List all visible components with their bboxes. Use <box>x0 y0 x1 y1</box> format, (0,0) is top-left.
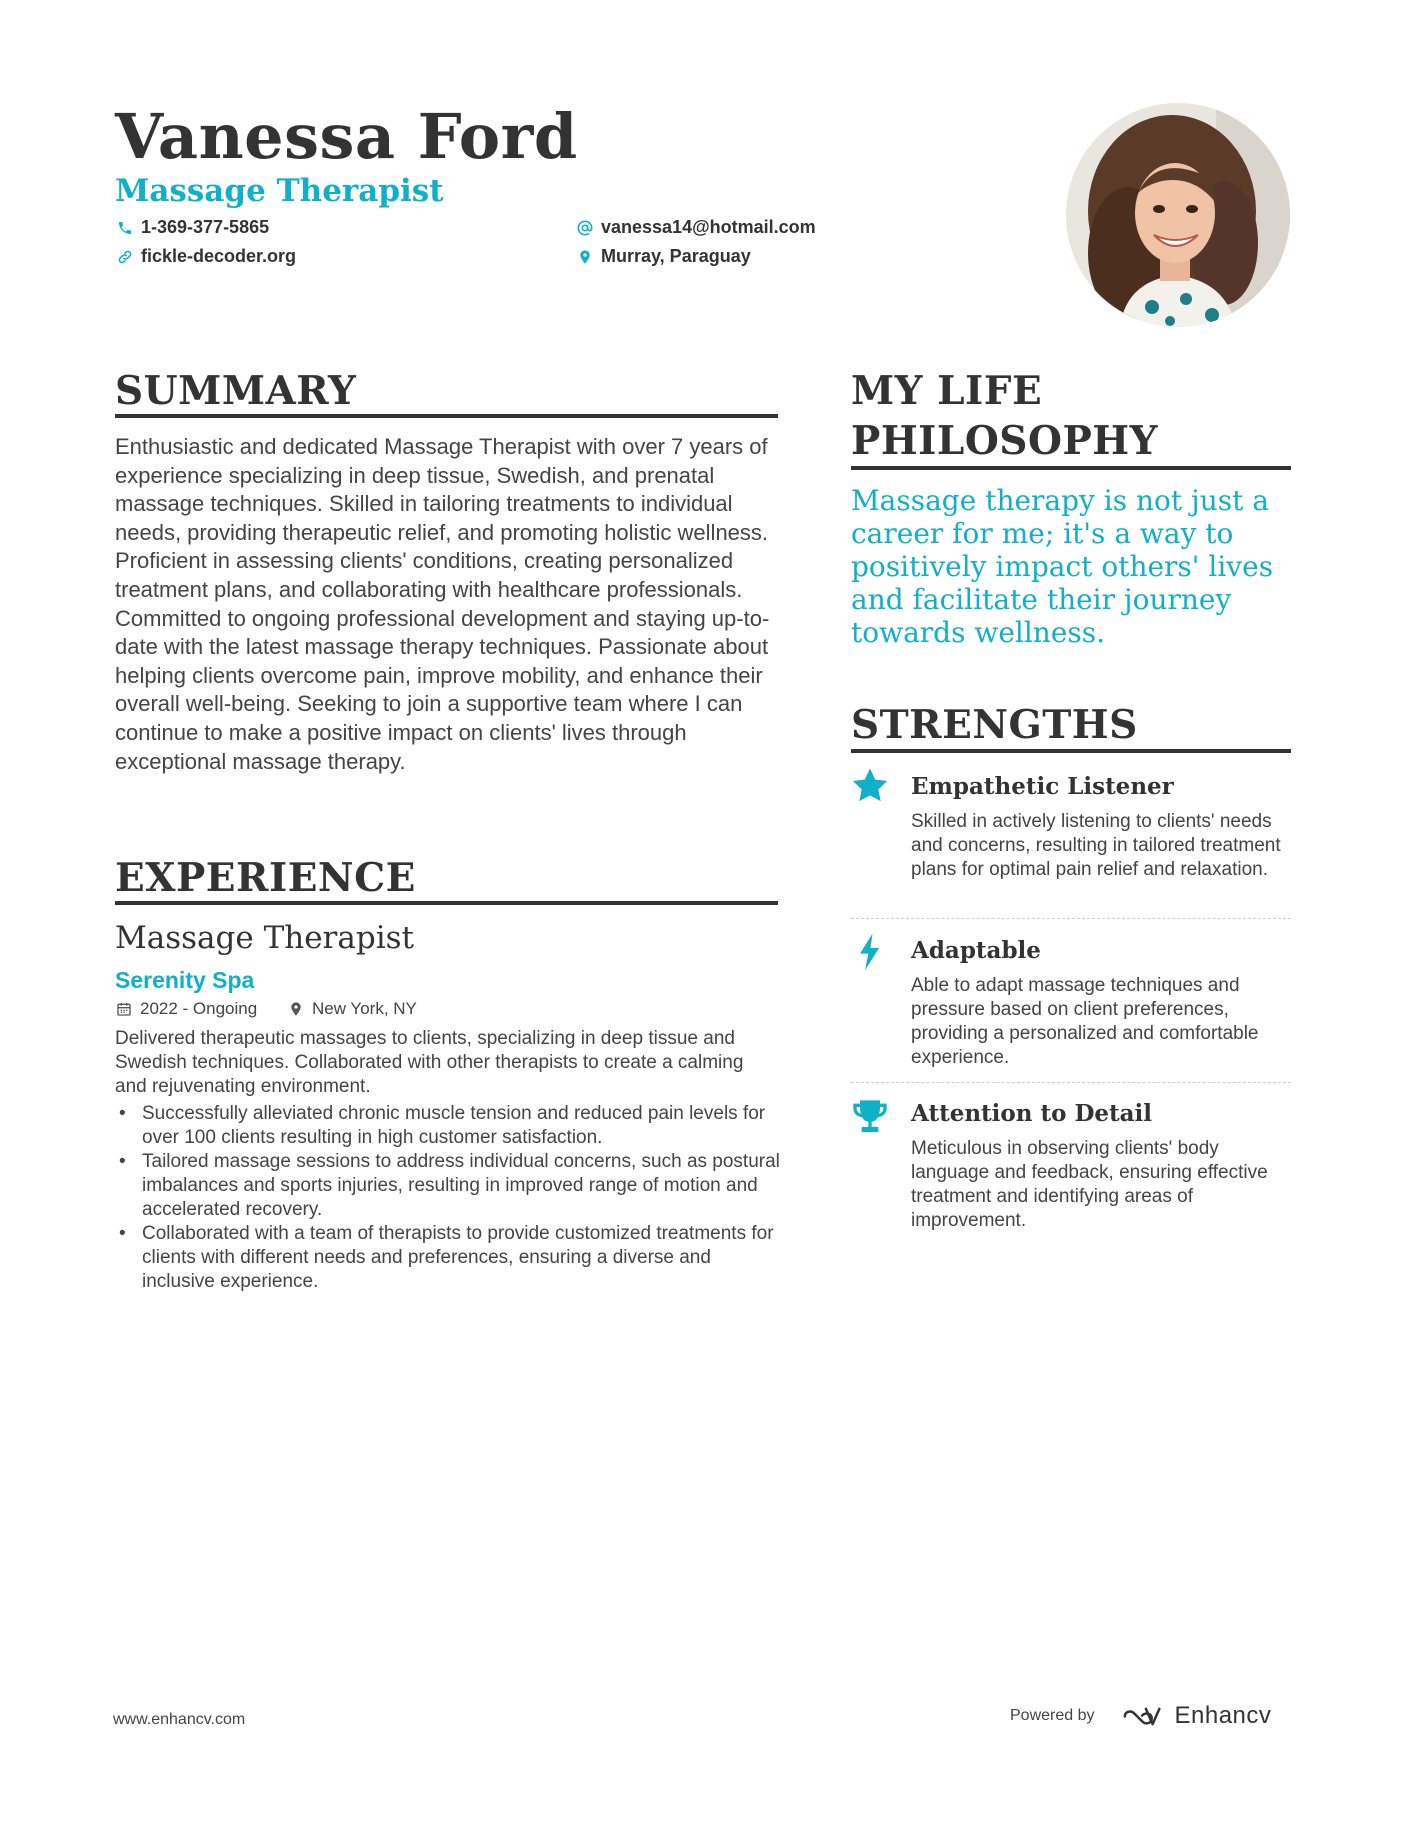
location-pin-icon <box>288 1001 304 1017</box>
job-dates <box>116 999 257 1019</box>
summary-text: Enthusiastic and dedicated Massage Therapist with over 7 years of experience specializing in deep tissue, Swedish, and prenatal massage techniques. Skilled in tailoring treatments to individual needs, providing therapeutic relief, and promoting holistic wellness. Proficient in assessing clients' conditions, creating personalized treatment plans, and collaborating with healthcare professionals. Committed to ongoing professional development and staying up-to-date with the latest massage therapy techniques. Passionate about helping clients overcome pain, improve mobility, and enhance their overall well-being. Seeking to join a supportive team where I can continue to make a positive impact on clients' lives through exceptional massage therapy. <box>115 434 770 774</box>
philosophy-heading-line1: MY LIFE <box>851 368 1043 414</box>
achievement-list <box>115 1102 780 1294</box>
strength-description: Able to adapt massage techniques and pressure based on client preferences, providing a personalized and comfortable experience. <box>911 975 1259 1068</box>
website-text: fickle-decoder.org <box>141 246 297 266</box>
website-contact[interactable] <box>117 246 296 267</box>
candidate-name: Vanessa Ford <box>115 100 578 173</box>
job-location-text: New York, NY <box>312 999 417 1018</box>
calendar-icon <box>116 1001 132 1017</box>
strength-title: Attention to Detail <box>911 1100 1153 1127</box>
company-name: Serenity Spa <box>115 967 255 993</box>
strength-title: Adaptable <box>911 937 1041 964</box>
strength-description: Skilled in actively listening to clients' needs and concerns, resulting in tailored treatment plans for optimal pain relief and relaxation. <box>911 811 1281 880</box>
summary-divider <box>115 414 778 418</box>
profile-photo <box>1066 103 1290 327</box>
strength-separator <box>851 918 1291 919</box>
list-item: • Collaborated with a team of therapists to provide customized treatments for clients with different needs and preferences, ensuring a diverse and inclusive experience. <box>115 1222 780 1294</box>
lightning-icon <box>850 932 890 972</box>
location-contact <box>577 246 751 267</box>
phone-icon <box>117 220 133 236</box>
job-description: Delivered therapeutic massages to clients, specializing in deep tissue and Swedish techniques. Collaborated with other therapists to create a calming and rejuvenating environment. <box>115 1028 744 1097</box>
footer-branding <box>1010 1702 1271 1730</box>
list-item: • Successfully alleviated chronic muscle tension and reduced pain levels for over 100 clients resulting in high customer satisfaction. <box>115 1102 780 1150</box>
at-icon <box>577 220 593 236</box>
philosophy-heading-line2: PHILOSOPHY <box>851 418 1158 464</box>
candidate-role: Massage Therapist <box>115 173 444 209</box>
job-title: Massage Therapist <box>115 920 414 956</box>
email-contact[interactable] <box>577 217 816 238</box>
strength-title: Empathetic Listener <box>911 773 1174 800</box>
enhancv-brand-text: Enhancv <box>1174 1702 1272 1729</box>
location-text: Murray, Paraguay <box>601 246 751 266</box>
job-location <box>288 999 417 1019</box>
phone-contact[interactable] <box>117 217 269 238</box>
email-text: vanessa14@hotmail.com <box>601 217 816 237</box>
philosophy-divider <box>851 466 1291 470</box>
strengths-heading: STRENGTHS <box>851 702 1138 748</box>
strengths-divider <box>851 749 1291 753</box>
enhancv-logo[interactable] <box>1121 1702 1272 1730</box>
philosophy-text: Massage therapy is not just a career for me; it's a way to positively impact others' lives and facilitate their journey towards wellness. <box>851 484 1274 649</box>
experience-divider <box>115 901 778 905</box>
link-icon <box>117 249 133 265</box>
star-icon <box>850 766 890 806</box>
job-dates-text: 2022 - Ongoing <box>140 999 258 1018</box>
strength-separator <box>851 1082 1291 1083</box>
strength-description: Meticulous in observing clients' body language and feedback, ensuring effective treatment and identifying areas of improvement. <box>911 1138 1268 1231</box>
list-item: • Tailored massage sessions to address individual concerns, such as postural imbalances and sports injuries, resulting in improved range of motion and accelerated recovery. <box>115 1150 780 1222</box>
trophy-icon <box>850 1097 890 1137</box>
footer-website[interactable]: www.enhancv.com <box>113 1711 246 1728</box>
summary-heading: SUMMARY <box>115 368 357 414</box>
experience-heading: EXPERIENCE <box>115 855 416 901</box>
powered-by-label: Powered by <box>1010 1707 1095 1724</box>
location-pin-icon <box>577 249 593 265</box>
phone-text: 1-369-377-5865 <box>141 217 270 237</box>
enhancv-logo-icon <box>1121 1705 1167 1728</box>
